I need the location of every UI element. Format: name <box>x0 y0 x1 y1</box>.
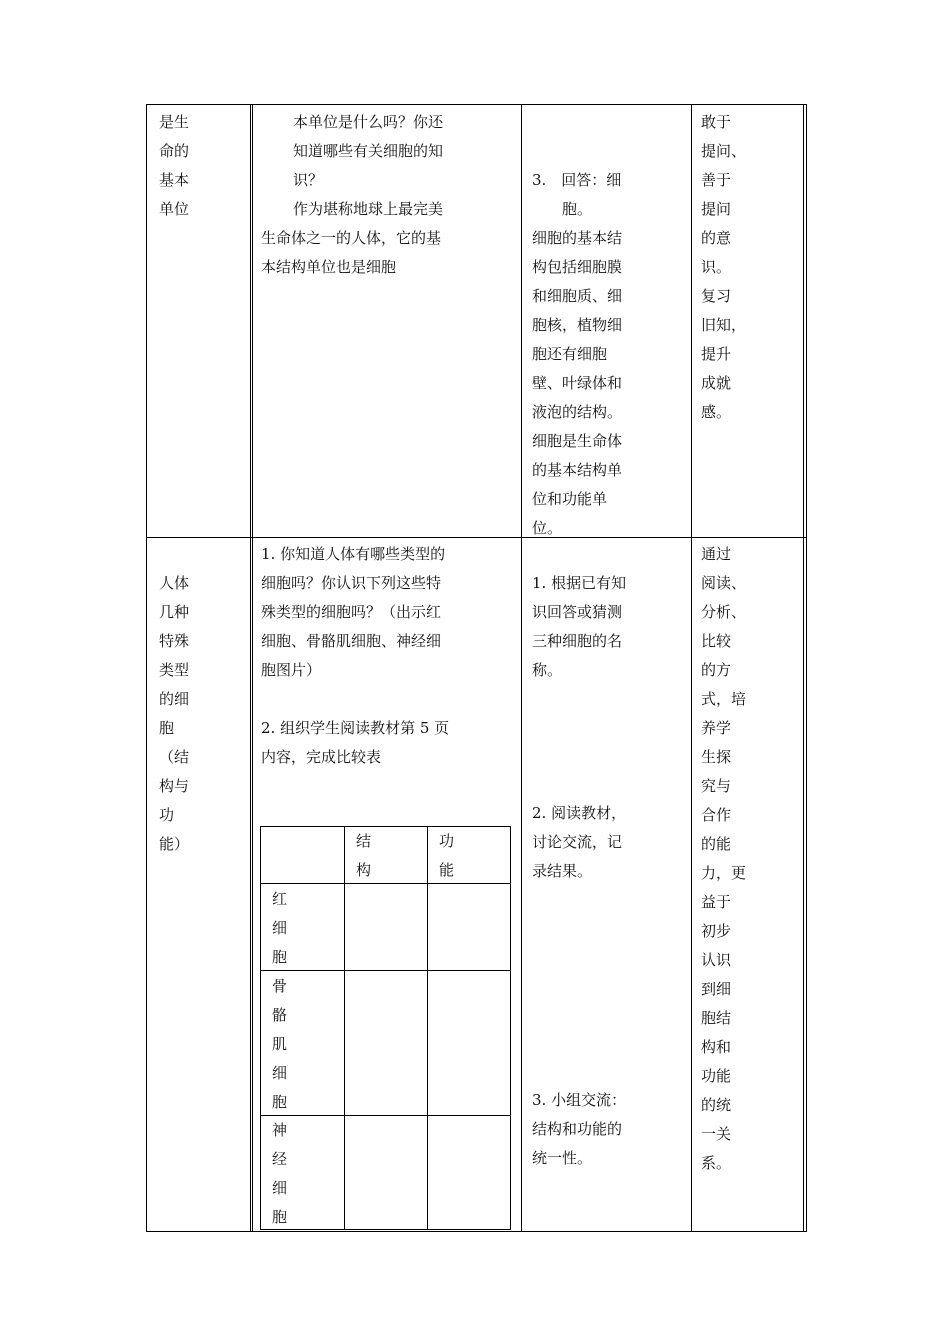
student-line: 液泡的结构。 <box>532 403 623 421</box>
table-column-divider-1b <box>252 104 253 1232</box>
comparison-row-skeletal-muscle-cell: 骨 骼 肌 细 胞 <box>272 977 288 1111</box>
intent-line: 初步 <box>701 922 732 940</box>
teacher-line: 生命体之一的人体，它的基 <box>261 229 442 247</box>
student-line: 构包括细胞膜 <box>532 258 623 276</box>
student-line: 细胞是生命体 <box>532 432 623 450</box>
student-line: 录结果。 <box>532 862 593 880</box>
student-line: 位和功能单 <box>532 490 608 508</box>
row2-student-cell-1 <box>532 569 626 685</box>
student-line: 胞核，植物细 <box>532 316 623 334</box>
topic-line: 胞 <box>159 719 175 737</box>
row2-student-cell-3 <box>532 1086 626 1173</box>
student-line: 识回答或猜测 <box>532 603 623 621</box>
comparison-table <box>260 826 511 1230</box>
topic-line: 人体 <box>159 574 190 592</box>
intent-line: 功能 <box>701 1067 732 1085</box>
topic-line: 单位 <box>159 200 190 218</box>
student-line: 2. 阅读教材， <box>532 804 627 822</box>
intent-line: 认识 <box>701 951 732 969</box>
intent-line: 到细 <box>701 980 732 998</box>
student-line: 称。 <box>532 661 563 679</box>
teacher-line: 知道哪些有关细胞的知 <box>293 142 444 160</box>
intent-line: 一关 <box>701 1125 732 1143</box>
student-line: 讨论交流，记 <box>532 833 623 851</box>
row2-intent-cell <box>701 540 746 1178</box>
student-line: 3. 回答：细 <box>532 171 622 189</box>
intent-line: 复习 <box>701 287 732 305</box>
comparison-header-structure: 结 构 <box>356 832 372 879</box>
intent-line: 敢于 <box>701 113 732 131</box>
student-line: 三种细胞的名 <box>532 632 623 650</box>
comparison-table-border <box>260 1229 511 1230</box>
table-column-divider-2 <box>521 104 522 1232</box>
table-column-divider-1 <box>250 104 251 1232</box>
comparison-table-border <box>344 826 345 1230</box>
table-border-left <box>146 104 147 1232</box>
intent-line: 合作 <box>701 806 732 824</box>
student-line: 3. 小组交流： <box>532 1091 627 1109</box>
topic-line: 能） <box>159 835 190 853</box>
row1-student-cell <box>532 166 622 543</box>
comparison-table-border <box>260 970 511 971</box>
intent-line: 的统 <box>701 1096 732 1114</box>
intent-line: 提问、 <box>701 142 747 160</box>
topic-line: 几种 <box>159 603 190 621</box>
comparison-table-border <box>260 883 511 884</box>
topic-line: （结 <box>159 748 190 766</box>
comparison-table-border <box>260 826 511 827</box>
topic-line: 功 <box>159 806 175 824</box>
student-line: 统一性。 <box>532 1149 593 1167</box>
intent-line: 的方 <box>701 661 732 679</box>
row1-teacher-cell <box>261 108 443 282</box>
student-line: 细胞的基本结 <box>532 229 623 247</box>
student-line: 结构和功能的 <box>532 1120 623 1138</box>
table-border-right <box>803 104 804 1232</box>
intent-line: 生探 <box>701 748 732 766</box>
intent-line: 的意 <box>701 229 732 247</box>
topic-line: 类型 <box>159 661 190 679</box>
table-border-right-outer <box>806 104 807 1232</box>
comparison-table-border <box>260 826 261 1230</box>
intent-line: 益于 <box>701 893 732 911</box>
intent-line: 感。 <box>701 403 732 421</box>
intent-line: 系。 <box>701 1154 732 1172</box>
intent-line: 胞结 <box>701 1009 732 1027</box>
comparison-header-function: 功 能 <box>439 832 455 879</box>
comparison-table-border <box>260 1115 511 1116</box>
intent-line: 识。 <box>701 258 732 276</box>
intent-line: 的能 <box>701 835 732 853</box>
teacher-line: 胞图片） <box>261 661 322 679</box>
intent-line: 提问 <box>701 200 732 218</box>
intent-line: 究与 <box>701 777 732 795</box>
comparison-row-nerve-cell: 神 经 细 胞 <box>272 1121 288 1226</box>
row1-intent-cell <box>701 108 746 427</box>
row2-student-cell-2 <box>532 799 626 886</box>
teacher-line: 细胞、骨骼肌细胞、神经细 <box>261 632 442 650</box>
teacher-line: 内容，完成比较表 <box>261 748 382 766</box>
teacher-line: 1. 你知道人体有哪些类型的 <box>261 545 446 563</box>
comparison-table-border <box>510 826 511 1230</box>
teacher-line: 2. 组织学生阅读教材第 5 页 <box>261 719 450 737</box>
teacher-line: 殊类型的细胞吗？（出示红 <box>261 603 442 621</box>
teacher-line: 本结构单位也是细胞 <box>261 258 397 276</box>
intent-line: 养学 <box>701 719 732 737</box>
teacher-line: 本单位是什么吗？你还 <box>293 113 444 131</box>
teacher-line: 作为堪称地球上最完美 <box>293 200 444 218</box>
student-line: 和细胞质、细 <box>532 287 623 305</box>
topic-line: 构与 <box>159 777 190 795</box>
intent-line: 比较 <box>701 632 732 650</box>
row1-topic-cell <box>159 108 189 224</box>
table-border-bottom <box>146 1231 807 1232</box>
intent-line: 提升 <box>701 345 732 363</box>
student-line: 壁、叶绿体和 <box>532 374 623 392</box>
table-row-divider <box>146 537 807 538</box>
intent-line: 善于 <box>701 171 732 189</box>
student-line: 胞还有细胞 <box>532 345 608 363</box>
intent-line: 阅读、 <box>701 574 747 592</box>
student-line: 的基本结构单 <box>532 461 623 479</box>
comparison-table-border <box>427 826 428 1230</box>
table-border-top <box>146 104 807 105</box>
student-line: 1. 根据已有知 <box>532 574 627 592</box>
table-column-divider-3 <box>691 104 692 1232</box>
topic-line: 的细 <box>159 690 190 708</box>
intent-line: 构和 <box>701 1038 732 1056</box>
topic-line: 命的 <box>159 142 190 160</box>
intent-line: 力，更 <box>701 864 747 882</box>
student-line: 位。 <box>532 519 563 537</box>
teacher-line: 细胞吗？你认识下列这些特 <box>261 574 442 592</box>
comparison-row-red-blood-cell: 红 细 胞 <box>272 890 288 966</box>
intent-line: 分析、 <box>701 603 747 621</box>
intent-line: 旧知， <box>701 316 747 334</box>
topic-line: 基本 <box>159 171 190 189</box>
topic-line: 特殊 <box>159 632 190 650</box>
intent-line: 通过 <box>701 545 732 563</box>
student-line: 胞。 <box>562 200 593 218</box>
row2-teacher-cell <box>261 540 449 772</box>
intent-line: 式，培 <box>701 690 747 708</box>
row2-topic-cell <box>159 569 189 859</box>
intent-line: 成就 <box>701 374 732 392</box>
topic-line: 是生 <box>159 113 190 131</box>
teacher-line: 识？ <box>293 171 324 189</box>
